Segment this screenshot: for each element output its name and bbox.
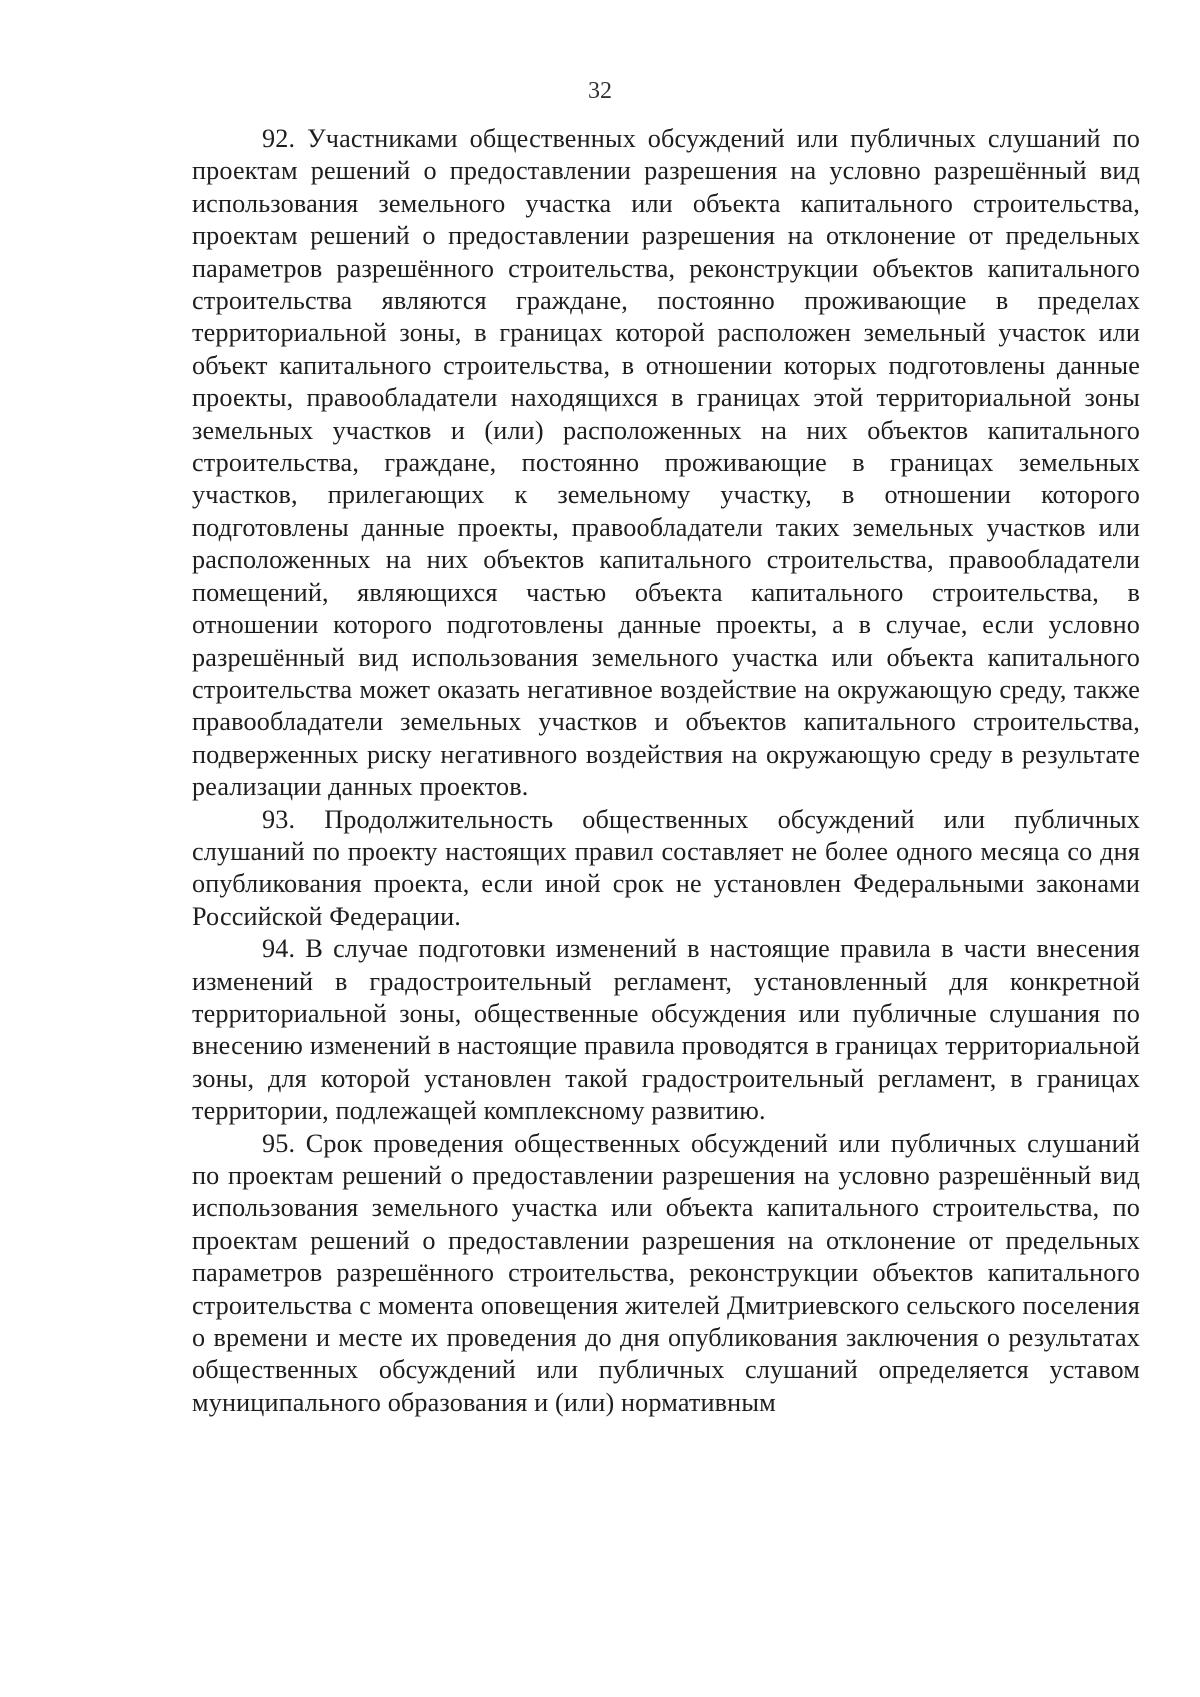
paragraph-94: 94. В случае подготовки изменений в настоящие правила в части внесения изменений в градостроительный регламент, установленный для конкретной территориальной зоны, общественные обсуждения или публичные слушания по внесению изменений в настоящие правила проводятся в границах территориальной зоны, для которой установлен такой градостроительный регламент, в границах территории, подлежащей комплексному развитию. bbox=[192, 934, 1140, 1126]
paragraph-92: 92. Участниками общественных обсуждений или публичных слушаний по проектам решений о предоставлении разрешения на условно разрешённый вид использования земельного участка или объекта капитального строительства, проектам решений о предоставлении разрешения на отклонение от предельных параметров разрешённого строительства, реконструкции объектов капитального строительства являются граждане, постоянно проживающие в пределах территориальной зоны, в границах которой расположен земельный участок или объект капитального строительства, в отношении которых подготовлены данные проекты, правообладатели находящихся в границах этой территориальной зоны земельных участков и (или) расположенных на них объектов капитального строительства, граждане, постоянно проживающие в границах земельных участков, прилегающих к земельному участку, в отношении которого подготовлены данные проекты, правообладатели таких земельных участков или расположенных на них объектов капитального строительства, правообладатели помещений, являющихся частью объекта капитального строительства, в отношении которого подготовлены данные проекты, а в случае, если условно разрешённый вид использования земельного участка или объекта капитального строительства может оказать негативное воздействие на окружающую среду, также правообладатели земельных участков и объектов капитального строительства, подверженных риску негативного воздействия на окружающую среду в результате реализации данных проектов. bbox=[192, 124, 1140, 802]
document-body bbox=[192, 123, 1140, 1419]
page-number: 32 bbox=[588, 78, 612, 104]
paragraph-93: 93. Продолжительность общественных обсуждений или публичных слушаний по проекту настоящих правил составляет не более одного месяца со дня опубликования проекта, если иной срок не установлен Федеральными законами Российской Федерации. bbox=[192, 804, 1140, 931]
paragraph-95: 95. Срок проведения общественных обсуждений или публичных слушаний по проектам решений о предоставлении разрешения на условно разрешённый вид использования земельного участка или объекта капитального строительства, по проектам решений о предоставлении разрешения на отклонение от предельных параметров разрешённого строительства, реконструкции объектов капитального строительства с момента оповещения жителей Дмитриевского сельского поселения о времени и месте их проведения до дня опубликования заключения о результатах общественных обсуждений или публичных слушаний определяется уставом муниципального образования и (или) нормативным bbox=[192, 1128, 1140, 1417]
